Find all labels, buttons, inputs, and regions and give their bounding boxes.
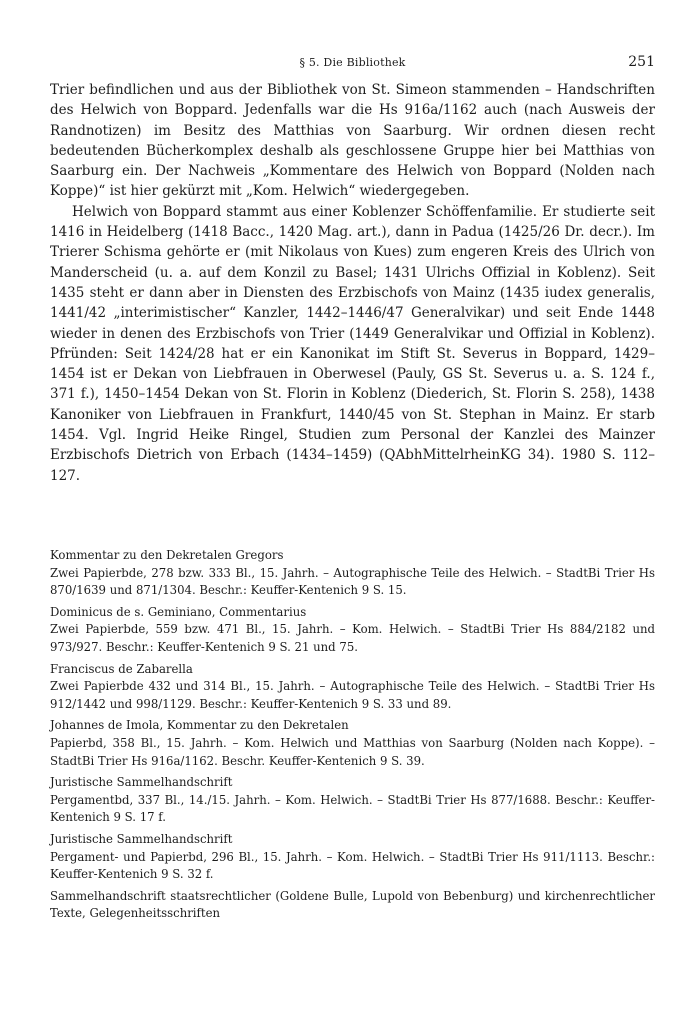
entry-description: Zwei Papierbde, 278 bzw. 333 Bl., 15. Jahrh. – Autographische Teile des Helwich. – StadtBi Trier Hs 870/1639 und 871/1304. Beschr.: Keuffer-Kentenich 9 S. 15. — [50, 565, 655, 598]
entry-title: Sammelhandschrift staatsrechtlicher (Goldene Bulle, Lupold von Bebenburg) und kirchenrechtlicher Texte, Gelegenheitsschriften — [50, 888, 655, 921]
page-number: 251 — [628, 54, 655, 70]
manuscript-entry — [50, 661, 655, 714]
entry-title: Juristische Sammelhandschrift — [50, 831, 233, 846]
manuscript-entry — [50, 547, 655, 600]
entry-title: Kommentar zu den Dekretalen Gregors — [50, 548, 284, 562]
entry-title: Dominicus de s. Geminiano, Commentarius — [50, 604, 307, 619]
running-head — [50, 54, 655, 74]
body-text — [50, 80, 655, 486]
manuscript-entry — [50, 604, 655, 657]
manuscript-entry — [50, 831, 655, 884]
entry-description: Papierbd, 358 Bl., 15. Jahrh. – Kom. Helwich und Matthias von Saarburg (Nolden nach Koppe). – StadtBi Trier Hs 916a/1162. Beschr. Keuffer-Kentenich 9 S. 39. — [50, 735, 655, 768]
paragraph: Trier befindlichen und aus der Bibliothek von St. Simeon stammenden – Handschriften des Helwich von Boppard. Jedenfalls war die Hs 916a/1162 auch (nach Ausweis der Randnotizen) im Besitz des Matthias von Saarburg. Wir ordnen diesen recht bedeutenden Bücherkomplex deshalb als geschlossene Gruppe hier bei Matthias von Saarburg ein. Der Nachweis „Kommentare des Helwich von Boppard (Nolden nach Koppe)“ ist hier gekürzt mit „Kom. Helwich“ wiedergegeben. — [50, 82, 655, 200]
entry-title: Franciscus de Zabarella — [50, 661, 193, 676]
section-title: § 5. Die Bibliothek — [299, 56, 406, 69]
manuscript-entry — [50, 888, 655, 923]
entry-description: Pergamentbd, 337 Bl., 14./15. Jahrh. – Kom. Helwich. – StadtBi Trier Hs 877/1688. Beschr.: Keuffer-Kentenich 9 S. 17 f. — [50, 792, 655, 825]
entry-description: Zwei Papierbde 432 und 314 Bl., 15. Jahrh. – Autographische Teile des Helwich. – StadtBi Trier Hs 912/1442 und 998/1129. Beschr.: Keuffer-Kentenich 9 S. 33 und 89. — [50, 679, 655, 711]
paragraph: Helwich von Boppard stammt aus einer Koblenzer Schöffenfamilie. Er studierte seit 1416 in Heidelberg (1418 Bacc., 1420 Mag. art.), dann in Padua (1425/26 Dr. decr.). Im Trierer Schisma gehörte er (mit Nikolaus von Kues) zum engeren Kreis des Ulrich von Manderscheid (u. a. auf dem Konzil zu Basel; 1431 Ulrichs Offizial in Koblenz). Seit 1435 steht er dann aber in Diensten des Erzbischofs von Mainz (1435 iudex generalis, 1441/42 „interimistischer“ Kanzler, 1442–1446/47 Generalvikar) und seit Ende 1448 wieder in denen des Erzbischofs von Trier (1449 Generalvikar und Offizial in Koblenz). Pfründen: Seit 1424/28 hat er ein Kanonikat im Stift St. Severus in Boppard, 1429–1454 ist er Dekan von Liebfrauen in Oberwesel (Pauly, GS St. Severus u. a. S. 124 f., 371 f.), 1450–1454 Dekan von St. Florin in Koblenz (Diederich, St. Florin S. 258), 1438 Kanoniker von Liebfrauen in Frankfurt, 1440/45 von St. Stephan in Mainz. Er starb 1454. Vgl. Ingrid Heike Ringel, Studien zum Personal der Kanzlei des Mainzer Erzbischofs Dietrich von Erbach (1434–1459) (QAbhMittelrheinKG 34). 1980 S. 112–127. — [50, 203, 655, 484]
entry-title: Johannes de Imola, Kommentar zu den Dekretalen — [50, 718, 349, 733]
entry-description: Zwei Papierbde, 559 bzw. 471 Bl., 15. Jahrh. – Kom. Helwich. – StadtBi Trier Hs 884/2182 und 973/927. Beschr.: Keuffer-Kentenich 9 S. 21 und 75. — [50, 622, 655, 654]
manuscript-list — [50, 547, 655, 927]
manuscript-entry — [50, 774, 655, 827]
entry-title: Juristische Sammelhandschrift — [50, 775, 233, 790]
entry-description: Pergament- und Papierbd, 296 Bl., 15. Jahrh. – Kom. Helwich. – StadtBi Trier Hs 911/1113. Beschr.: Keuffer-Kentenich 9 S. 32 f. — [50, 849, 655, 882]
manuscript-entry — [50, 717, 655, 770]
